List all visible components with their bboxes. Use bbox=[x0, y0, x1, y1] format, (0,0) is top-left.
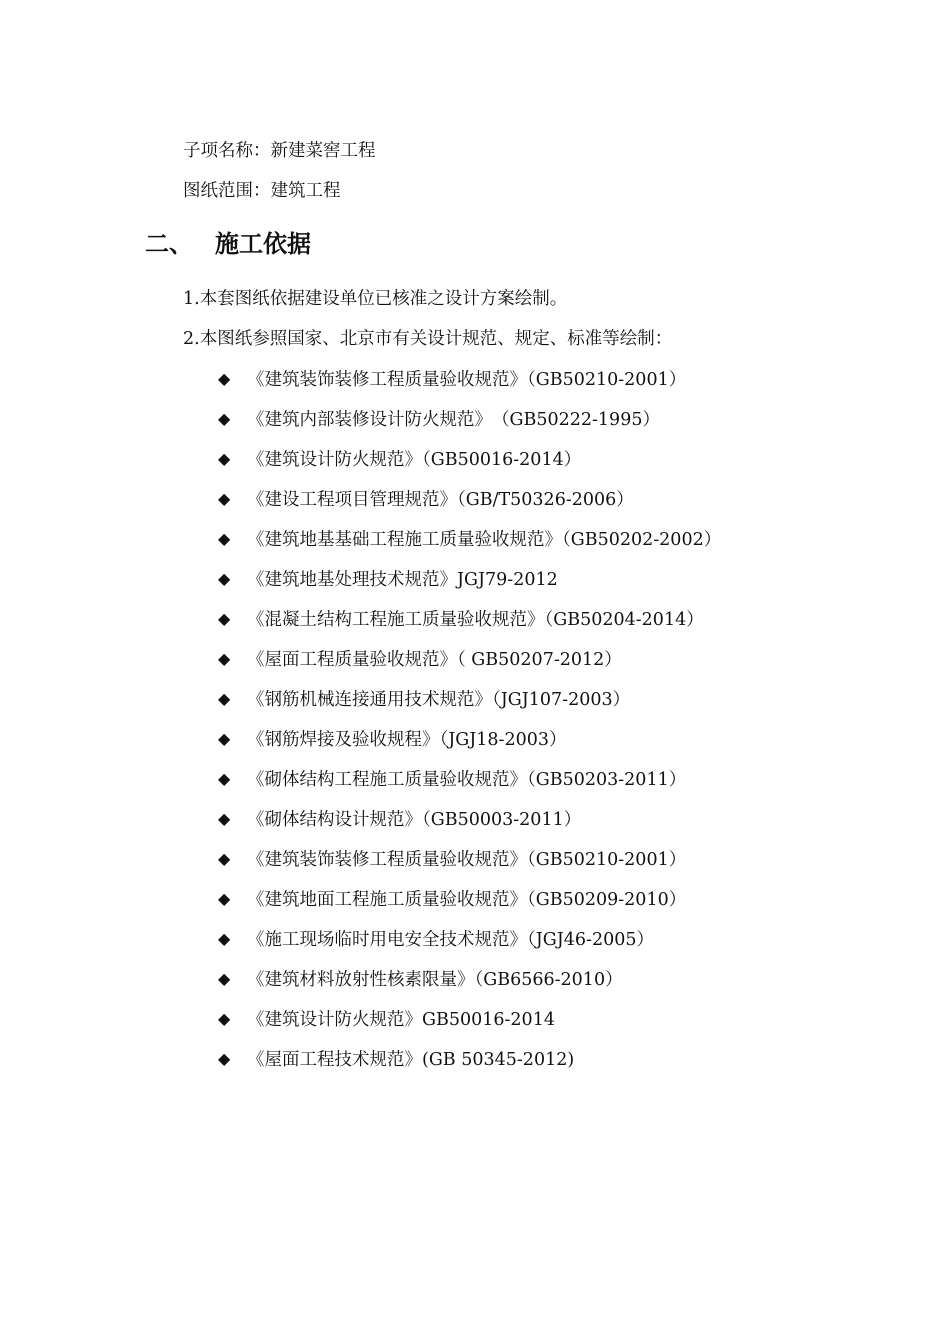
list-item bbox=[218, 807, 581, 832]
standard-text: 《混凝土结构工程施工质量验收规范》（GB50204-2014） bbox=[247, 610, 704, 630]
list-item bbox=[218, 727, 566, 752]
diamond-bullet-icon: ◆ bbox=[218, 489, 231, 508]
standard-text: 《砌体结构工程施工质量验收规范》（GB50203-2011） bbox=[247, 770, 687, 790]
section-title: 施工依据 bbox=[215, 230, 311, 258]
list-item bbox=[218, 847, 686, 872]
diamond-bullet-icon: ◆ bbox=[218, 969, 231, 988]
list-item bbox=[218, 967, 623, 992]
diamond-bullet-icon: ◆ bbox=[218, 929, 231, 948]
section-heading bbox=[145, 228, 311, 260]
list-item bbox=[218, 487, 634, 512]
standard-text: 《砌体结构设计规范》（GB50003-2011） bbox=[247, 810, 582, 830]
standard-text: 《建筑地面工程施工质量验收规范》（GB50209-2010） bbox=[247, 890, 687, 910]
diamond-bullet-icon: ◆ bbox=[218, 849, 231, 868]
list-item bbox=[218, 367, 686, 392]
diamond-bullet-icon: ◆ bbox=[218, 569, 231, 588]
list-item bbox=[218, 687, 630, 712]
standard-text: 《建筑地基处理技术规范》JGJ79-2012 bbox=[247, 570, 558, 590]
standard-text: 《屋面工程技术规范》(GB 50345-2012) bbox=[247, 1050, 575, 1070]
list-item bbox=[218, 447, 581, 472]
paragraph-2: 2.本图纸参照国家、北京市有关设计规范、规定、标准等绘制： bbox=[183, 329, 673, 349]
standard-text: 《建设工程项目管理规范》（GB/T50326-2006） bbox=[247, 490, 634, 510]
diamond-bullet-icon: ◆ bbox=[218, 449, 231, 468]
subproject-name: 子项名称：新建菜窖工程 bbox=[183, 141, 376, 161]
list-item bbox=[218, 567, 558, 592]
diamond-bullet-icon: ◆ bbox=[218, 369, 231, 388]
diamond-bullet-icon: ◆ bbox=[218, 769, 231, 788]
diamond-bullet-icon: ◆ bbox=[218, 1009, 231, 1028]
diamond-bullet-icon: ◆ bbox=[218, 809, 231, 828]
list-item bbox=[218, 647, 622, 672]
diamond-bullet-icon: ◆ bbox=[218, 689, 231, 708]
standard-text: 《施工现场临时用电安全技术规范》（JGJ46-2005） bbox=[247, 930, 654, 950]
drawing-scope: 图纸范围：建筑工程 bbox=[183, 181, 341, 201]
diamond-bullet-icon: ◆ bbox=[218, 889, 231, 908]
list-item bbox=[218, 527, 721, 552]
list-item bbox=[218, 607, 704, 632]
diamond-bullet-icon: ◆ bbox=[218, 609, 231, 628]
standard-text: 《钢筋焊接及验收规程》（JGJ18-2003） bbox=[247, 730, 567, 750]
standard-text: 《建筑设计防火规范》（GB50016-2014） bbox=[247, 450, 582, 470]
standard-text: 《建筑设计防火规范》GB50016-2014 bbox=[247, 1010, 555, 1030]
paragraph-1: 1.本套图纸依据建设单位已核准之设计方案绘制。 bbox=[183, 289, 568, 309]
list-item bbox=[218, 887, 686, 912]
standard-text: 《建筑内部装修设计防火规范》 （GB50222-1995） bbox=[247, 410, 660, 430]
standard-text: 《建筑装饰装修工程质量验收规范》（GB50210-2001） bbox=[247, 850, 687, 870]
standard-text: 《屋面工程质量验收规范》（ GB50207-2012） bbox=[247, 650, 622, 670]
list-item bbox=[218, 1007, 555, 1032]
diamond-bullet-icon: ◆ bbox=[218, 729, 231, 748]
standard-text: 《建筑地基基础工程施工质量验收规范》（GB50202-2002） bbox=[247, 530, 722, 550]
standard-text: 《钢筋机械连接通用技术规范》（JGJ107-2003） bbox=[247, 690, 631, 710]
list-item bbox=[218, 407, 660, 432]
standard-text: 《建筑材料放射性核素限量》（GB6566-2010） bbox=[247, 970, 623, 990]
section-number: 二、 bbox=[145, 230, 193, 258]
standard-text: 《建筑装饰装修工程质量验收规范》（GB50210-2001） bbox=[247, 370, 687, 390]
diamond-bullet-icon: ◆ bbox=[218, 1049, 231, 1068]
list-item bbox=[218, 767, 686, 792]
list-item bbox=[218, 1047, 574, 1072]
diamond-bullet-icon: ◆ bbox=[218, 649, 231, 668]
list-item bbox=[218, 927, 654, 952]
diamond-bullet-icon: ◆ bbox=[218, 529, 231, 548]
diamond-bullet-icon: ◆ bbox=[218, 409, 231, 428]
